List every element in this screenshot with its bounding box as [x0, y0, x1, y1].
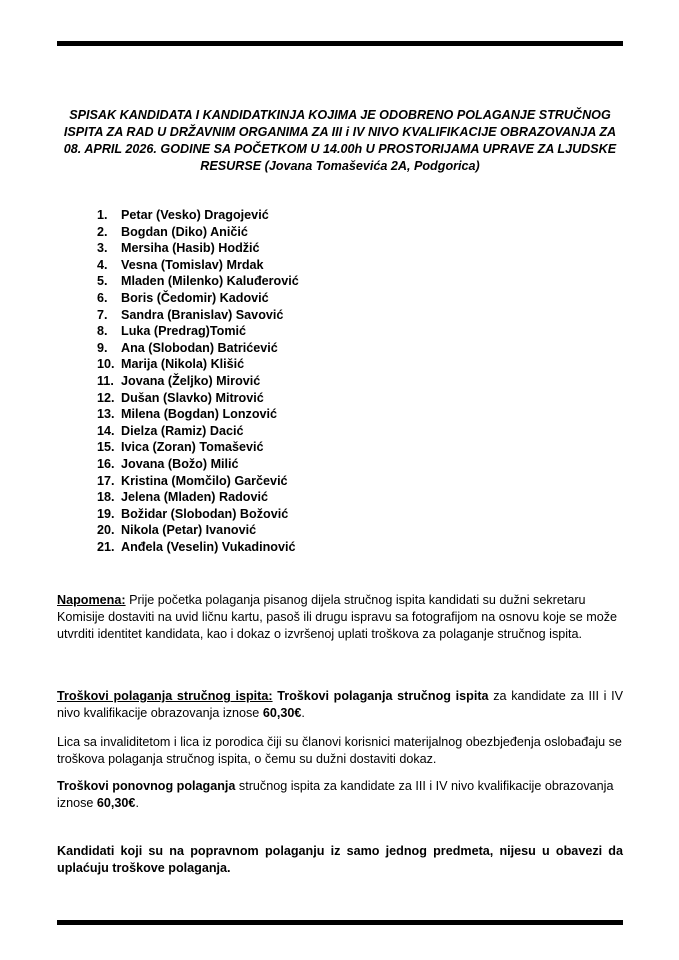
- list-item-number: 14.: [97, 423, 115, 438]
- list-item-name: Dielza (Ramiz) Dacić: [121, 423, 244, 438]
- note-paragraph: [57, 592, 623, 643]
- list-item-number: 16.: [97, 456, 115, 471]
- list-item-number: 2.: [97, 224, 108, 239]
- popravni-paragraph: Kandidati koji su na popravnom polaganju iz samo jednog predmeta, nijesu u obavezi da uplaćuju troškove polaganja.: [57, 844, 623, 875]
- list-item-number: 12.: [97, 390, 115, 405]
- list-item-number: 9.: [97, 340, 108, 355]
- costs-label: Troškovi polaganja stručnog ispita:: [57, 689, 273, 703]
- list-item: [97, 273, 299, 290]
- list-item-name: Jovana (Željko) Mirović: [121, 373, 261, 388]
- costs-amount: 60,30€: [262, 706, 302, 720]
- list-item: [97, 373, 299, 390]
- costs-text: za kandidate za III i IV nivo kvalifikacije obrazovanja iznose: [57, 689, 623, 720]
- list-item: [97, 423, 299, 440]
- list-item-name: Dušan (Slavko) Mitrović: [121, 390, 264, 405]
- list-item: [97, 290, 299, 307]
- list-item-number: 1.: [97, 208, 108, 222]
- list-item-name: Luka (Predrag)Tomić: [121, 324, 247, 339]
- list-item: [97, 473, 299, 490]
- list-item-name: Nikola (Petar) Ivanović: [121, 523, 257, 538]
- list-item-number: 6.: [97, 290, 108, 305]
- document-title: SPISAK KANDIDATA I KANDIDATKINJA KOJIMA JE ODOBRENO POLAGANJE STRUČNOG ISPITA ZA RAD U DRŽAVNIM ORGANIMA ZA III i IV NIVO KVALIFIKACIJE OBRAZOVANJA ZA 08. APRIL 2026. GODINE SA POČETKOM U 14.00h U PROSTORIJAMA UPRAVE ZA LJUDSKE RESURSE (Jovana Tomaševića 2A, Podgorica): [63, 108, 617, 173]
- note-text: Prije početka polaganja pisanog dijela stručnog ispita kandidati su dužni sekretaru Komisije dostaviti na uvid ličnu kartu, pasoš ili drugu ispravu sa fotografijom na osnovu koje se može utvrditi identitet kandidata, kao i dokaz o izvršenoj uplati troškova za polaganje stručnog ispita.: [57, 593, 618, 641]
- candidate-list: [97, 207, 299, 555]
- list-item-number: 8.: [97, 324, 108, 339]
- list-item-name: Kristina (Momčilo) Garčević: [121, 473, 288, 488]
- list-item-name: Boris (Čedomir) Kadović: [121, 290, 269, 305]
- list-item-name: Anđela (Veselin) Vukadinović: [121, 539, 296, 554]
- list-item-number: 7.: [97, 307, 108, 322]
- list-item-number: 11.: [97, 373, 114, 388]
- list-item: [97, 489, 299, 506]
- list-item: [97, 356, 299, 373]
- list-item-number: 5.: [97, 274, 108, 289]
- list-item-name: Božidar (Slobodan) Božović: [121, 506, 289, 521]
- list-item: [97, 456, 299, 473]
- list-item-number: 18.: [97, 490, 115, 505]
- costs-end: .: [301, 706, 305, 720]
- list-item: [97, 390, 299, 407]
- list-item: [97, 240, 299, 257]
- list-item: [97, 224, 299, 241]
- list-item: [97, 323, 299, 340]
- costs-paragraph: [57, 688, 623, 722]
- repeat-text: stručnog ispita za kandidate za III i IV nivo kvalifikacije obrazovanja iznose: [57, 779, 614, 810]
- costs-bold-lead: Troškovi polaganja stručnog ispita: [272, 689, 489, 703]
- list-item: [97, 340, 299, 357]
- disabled-paragraph: Lica sa invaliditetom i lica iz porodica čiji su članovi korisnici materijalnog obezbjeđenja oslobađaju se troškova polaganja stručnog ispita, o čemu su dužni dostaviti dokaz.: [57, 735, 622, 766]
- repeat-paragraph: [57, 778, 623, 812]
- list-item-number: 4.: [97, 257, 108, 272]
- list-item-number: 17.: [97, 473, 115, 488]
- list-item-number: 3.: [97, 241, 108, 256]
- list-item: [97, 257, 299, 274]
- list-item-name: Jovana (Božo) Milić: [121, 456, 239, 471]
- list-item-name: Vesna (Tomislav) Mrdak: [121, 257, 264, 272]
- list-item-name: Ivica (Zoran) Tomašević: [121, 440, 264, 455]
- list-item-name: Petar (Vesko) Dragojević: [121, 208, 269, 222]
- list-item-name: Mersiha (Hasib) Hodžić: [121, 241, 260, 256]
- list-item: [97, 207, 299, 224]
- list-item-name: Ana (Slobodan) Batrićević: [121, 340, 278, 355]
- list-item-name: Marija (Nikola) Klišić: [121, 357, 245, 372]
- list-item-number: 15.: [97, 440, 115, 455]
- list-item-number: 13.: [97, 407, 115, 422]
- list-item-number: 20.: [97, 523, 115, 538]
- top-rule: [57, 41, 623, 46]
- list-item-number: 21.: [97, 539, 115, 554]
- list-item-name: Milena (Bogdan) Lonzović: [121, 407, 278, 422]
- repeat-bold-lead: Troškovi ponovnog polaganja: [57, 779, 236, 793]
- list-item: [97, 439, 299, 456]
- list-item: [97, 506, 299, 523]
- list-item: [97, 406, 299, 423]
- list-item: [97, 539, 299, 556]
- list-item-number: 10.: [97, 357, 115, 372]
- list-item: [97, 522, 299, 539]
- list-item-name: Sandra (Branislav) Savović: [121, 307, 284, 322]
- list-item-name: Mladen (Milenko) Kaluđerović: [121, 274, 299, 289]
- list-item: [97, 307, 299, 324]
- note-label: Napomena:: [57, 593, 126, 607]
- repeat-amount: 60,30€: [96, 796, 136, 810]
- list-item-name: Bogdan (Diko) Aničić: [121, 224, 248, 239]
- list-item-name: Jelena (Mladen) Radović: [121, 490, 268, 505]
- bottom-rule: [57, 920, 623, 925]
- repeat-end: .: [135, 796, 139, 810]
- list-item-number: 19.: [97, 506, 115, 521]
